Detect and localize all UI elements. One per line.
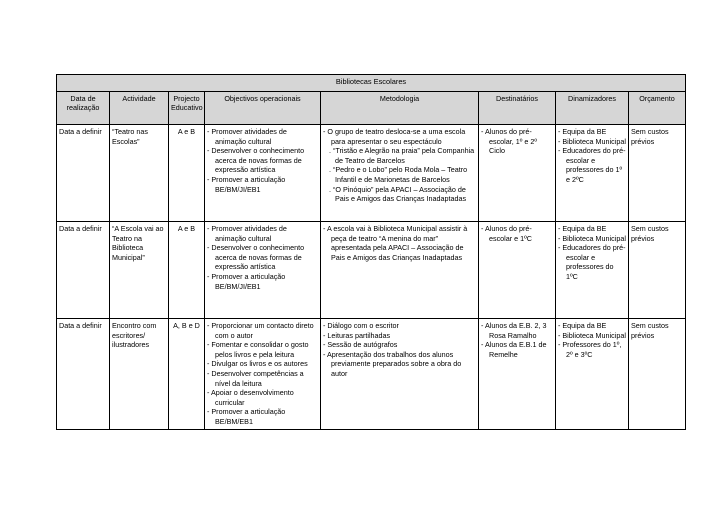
header-actividade: Actividade (110, 92, 169, 125)
cell-destinatarios (479, 319, 556, 430)
table-title: Bibliotecas Escolares (57, 75, 686, 92)
list-item: - Desenvolver competências a nível da leitura (207, 368, 304, 388)
list-item: - Leituras partilhadas (323, 330, 391, 340)
cell-actividade: Encontro com escritores/ ilustradores (110, 319, 169, 430)
table-row (57, 125, 686, 222)
header-data: Data de realização (57, 92, 110, 125)
list-item: - Equipa da BE (558, 224, 607, 233)
header-dinamizadores: Dinamizadores (556, 92, 629, 125)
cell-dinamizadores (556, 222, 629, 319)
cell-projecto: A e B (169, 125, 205, 222)
list-item: - Alunos da E.B.1 de Remelhe (481, 340, 547, 359)
cell-metodologia (321, 125, 479, 222)
list-item: . “O Pinóquio” pela APACI – Associação de Pais e Amigos das Crianças Inadaptadas (329, 184, 467, 204)
list-item: - Apresentação dos trabalhos dos alunos previamente preparados sobre a obra do autor (323, 349, 462, 378)
list-item: - Educadores do pré-escolar e professores do 1ºC (558, 243, 626, 281)
cell-data: Data a definir (57, 222, 110, 319)
list-item: - Sessão de autógrafos (323, 340, 398, 350)
cell-metodologia (321, 319, 479, 430)
list-item: - Alunos do pré-escolar e 1ºC (481, 224, 532, 243)
list-item: - Fomentar e consolidar o gosto pelos livros e pela leitura (207, 340, 309, 359)
list-item: - O grupo de teatro desloca-se a uma escola para apresentar o seu espectáculo (323, 127, 466, 146)
cell-projecto: A, B e D (169, 319, 205, 430)
list-item: - Biblioteca Municipal (558, 233, 626, 243)
list-item: - Diálogo com o escritor (323, 321, 399, 330)
list-item: - Equipa da BE (558, 321, 607, 330)
list-item: - Promover a articulação BE/BM/JI/EB1 (207, 174, 286, 194)
list-item: - Biblioteca Municipal (558, 136, 626, 146)
list-item: - Biblioteca Municipal (558, 330, 626, 340)
activity-plan-table (56, 74, 686, 430)
list-item: - Apoiar o desenvolvimento curricular (207, 388, 294, 407)
list-item: - A escola vai à Biblioteca Municipal assistir à peça de teatro “A menina do mar” apresentada pela APACI – Associação de Pais e Amigos das Crianças Inadaptadas (323, 224, 468, 262)
cell-actividade: “Teatro nas Escolas” (110, 125, 169, 222)
list-item: - Promover atividades de animação cultural (207, 224, 287, 243)
list-item: - Alunos da E.B. 2, 3 Rosa Ramalho (481, 321, 547, 340)
list-item: - Promover a articulação BE/BM/EB1 (207, 407, 286, 426)
list-item: - Desenvolver o conhecimento acerca de novas formas de expressão artística (207, 243, 305, 272)
list-item: - Equipa da BE (558, 127, 607, 136)
cell-data: Data a definir (57, 319, 110, 430)
cell-actividade: “A Escola vai ao Teatro na Biblioteca Municipal” (110, 222, 169, 319)
cell-orcamento: Sem custos prévios (629, 222, 686, 319)
cell-dinamizadores (556, 319, 629, 430)
header-orcamento: Orçamento (629, 92, 686, 125)
list-item: - Desenvolver o conhecimento acerca de novas formas de expressão artística (207, 146, 305, 175)
cell-projecto: A e B (169, 222, 205, 319)
list-item: - Educadores do pré-escolar e professores do 1º e 2ºC (558, 146, 626, 184)
list-item: . “Pedro e o Lobo” pelo Roda Mola – Teatro Infantil e de Marionetas de Barcelos (329, 165, 468, 184)
list-item: - Divulgar os livros e os autores (207, 359, 308, 369)
cell-objectivos (205, 222, 321, 319)
cell-destinatarios (479, 222, 556, 319)
cell-metodologia (321, 222, 479, 319)
list-item: - Proporcionar um contacto direto com o autor (207, 321, 314, 340)
list-item: - Alunos do pré-escolar, 1º e 2º Ciclo (481, 127, 538, 156)
cell-orcamento: Sem custos prévios (629, 125, 686, 222)
cell-destinatarios (479, 125, 556, 222)
header-projecto: Projecto Educativo (169, 92, 205, 125)
list-item: - Promover a articulação BE/BM/JI/EB1 (207, 271, 286, 291)
table-row (57, 222, 686, 319)
table-row (57, 319, 686, 430)
list-item: - Promover atividades de animação cultural (207, 127, 287, 146)
header-destinatarios: Destinatários (479, 92, 556, 125)
cell-data: Data a definir (57, 125, 110, 222)
cell-objectivos (205, 125, 321, 222)
cell-dinamizadores (556, 125, 629, 222)
cell-orcamento: Sem custos prévios (629, 319, 686, 430)
header-objectivos: Objectivos operacionais (205, 92, 321, 125)
header-metodologia: Metodologia (321, 92, 479, 125)
list-item: - Professores do 1º, 2º e 3ºC (558, 340, 622, 359)
cell-objectivos (205, 319, 321, 430)
list-item: . “Tristão e Alegrão na praia” pela Companhia de Teatro de Barcelos (329, 146, 475, 165)
